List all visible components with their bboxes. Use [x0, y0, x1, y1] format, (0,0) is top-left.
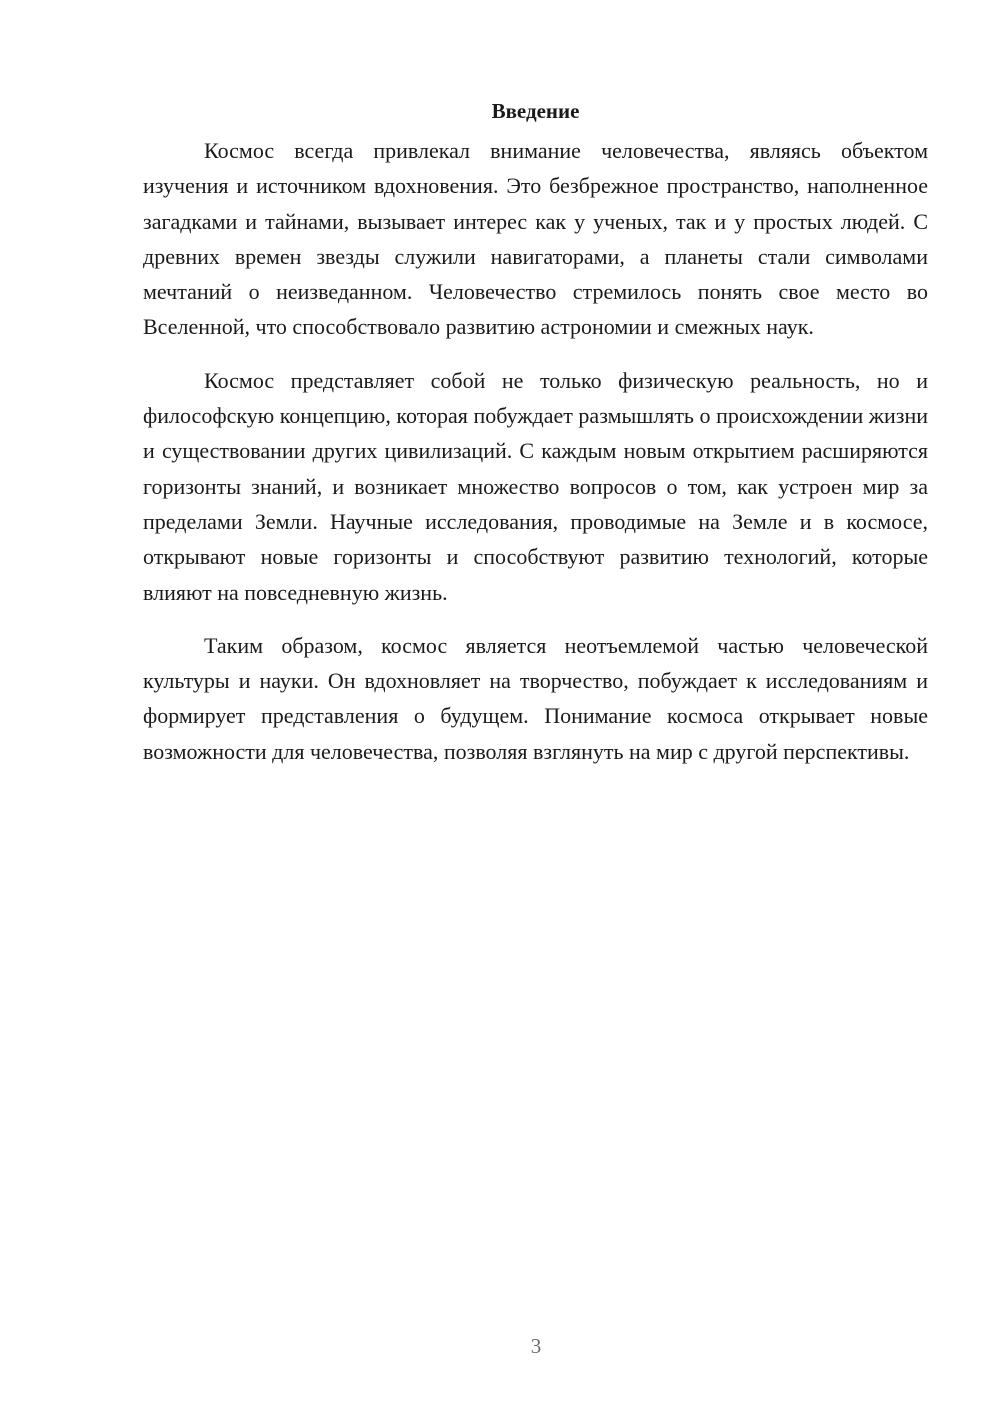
page-number: 3: [530, 1334, 542, 1358]
paragraph-2: Космос представляет собой не только физическую реальность, но и философскую концепцию, которая побуждает размышлять о происхождении жизни и существовании других цивилизаций. С каждым новым открытием расширяются горизонты знаний, и возникает множество вопросов о том, как устроен мир за пределами Земли. Научные исследования, проводимые на Земле и в космосе, открывают новые горизонты и способствуют развитию технологий, которые влияют на повседневную жизнь.: [143, 367, 928, 605]
paragraph-3: Таким образом, космос является неотъемлемой частью человеческой культуры и науки. Он вдохновляет на творчество, побуждает к исследованиям и формирует представления о будущем. Понимание космоса открывает новые возможности для человечества, позволяя взглянуть на мир с другой перспективы.: [143, 632, 928, 764]
page-content: [143, 95, 928, 787]
section-heading: Введение: [491, 99, 580, 123]
paragraph-1: Космос всегда привлекал внимание человечества, являясь объектом изучения и источником вдохновения. Это безбрежное пространство, наполненное загадками и тайнами, вызывает интерес как у ученых, так и у простых людей. С древних времен звезды служили навигаторами, а планеты стали символами мечтаний о неизведанном. Человечество стремилось понять свое место во Вселенной, что способствовало развитию астрономии и смежных наук.: [143, 138, 928, 340]
